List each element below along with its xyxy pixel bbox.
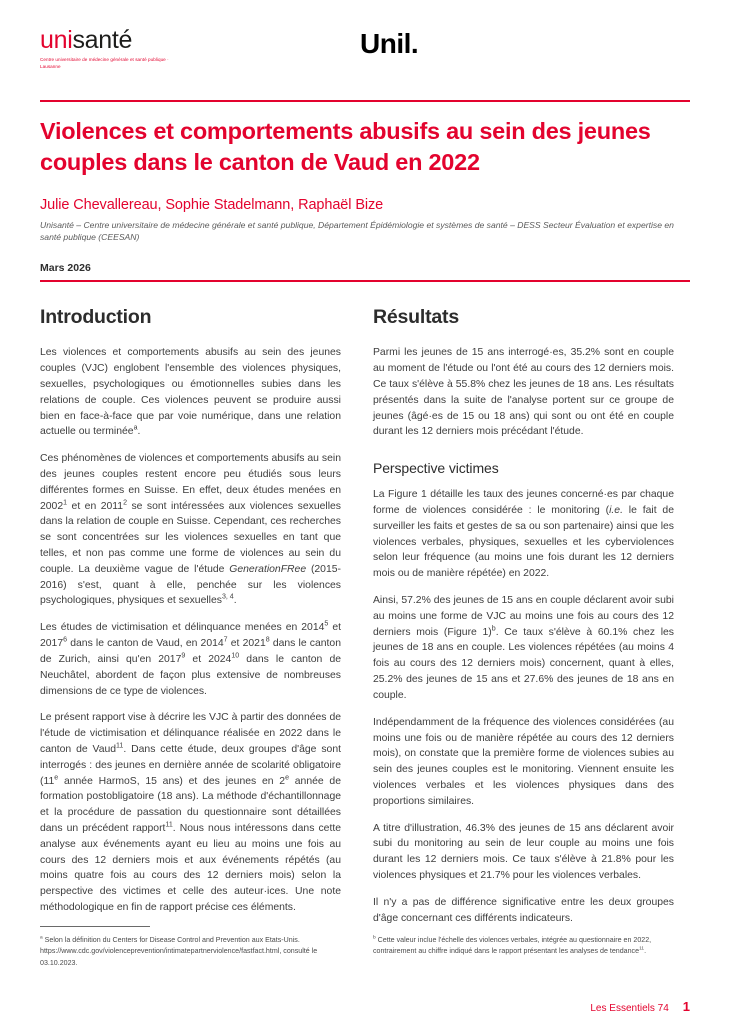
intro-p4-part-d: année de formation postobligatoire (18 ans). La méthode d'échantillonnage et la procédure de passation du questionnaire sont détaillées dans un précédent rapport	[40, 775, 341, 835]
study-name-generationfree: GenerationFRee	[229, 563, 307, 575]
subsection-title-perspective-victimes: Perspective victimes	[373, 460, 499, 477]
footnote-ref-b: b	[491, 625, 496, 633]
footnote-separator-right	[373, 926, 483, 927]
intro-p4-part-a: Le présent rapport vise à décrire les VJC à partir des données de l'étude de victimisation et délinquance réalisée en 2022 dans le canton de Vaud	[40, 712, 341, 755]
ref-11-first: 11	[116, 742, 124, 750]
intro-p4-part-b: . Dans cette étude, deux groupes d'âge sont interrogés : des jeunes en dernière année de scolarité obligatoire (11	[40, 743, 341, 787]
intro-p4-part-e: . Nous nous intéressons dans cette analyse aux événements ayant eu lieu au moins une fois au cours des 12 derniers mois et aux événements répétés (au moins quatre fois au cours des 12 derniers mois) selon la perspective des victimes et celle des auteur·ices. Une note méthodologique en fin de rapport précise ces éléments.	[40, 823, 341, 914]
unisante-wordmark	[40, 28, 330, 53]
results-paragraph-6: Il n'y a pas de différence significative entre les deux groupes d'âge concernant ces différents indicateurs.	[373, 896, 674, 924]
publication-date: Mars 2026	[40, 262, 91, 275]
intro-p2-part-d: (2015-2016) s'est, quant à elle, penchée sur les violences psychologiques, physiques et sexuelles	[40, 563, 341, 607]
results-paragraph-5: A titre d'illustration, 46.3% des jeunes de 15 ans déclarent avoir subi du monitoring au sein de leur couple au moins une fois durant les 12 derniers mois. Ce taux s'élève à 21.8% pour les violences physiques et 21.7% pour les violences verbales.	[373, 822, 674, 882]
ref-7: 7	[223, 636, 228, 644]
section-title-introduction: Introduction	[40, 306, 152, 329]
footnote-b-ref: 11	[639, 947, 645, 953]
section-title-resultats: Résultats	[373, 306, 459, 329]
intro-p3-part-d: et 2021	[227, 638, 266, 650]
ref-2: 2	[123, 499, 127, 507]
ref-3-4: 3, 4	[221, 594, 234, 601]
intro-paragraph-1: Les violences et comportements abusifs au sein des jeunes couples (VJC) englobent l'ensemble des violences physiques, sexuelles, psychologiques ou émotionnelles subies dans les relations de couple. Ces violences peuvent se produire aussi bien en face-à-face que par voie numérique, dans une relation actuelle ou terminée$^a$.	[40, 347, 341, 438]
results-paragraph-3	[373, 593, 674, 704]
unil-logo: Unil.	[360, 28, 419, 59]
footnote-b: $^b$ Cette valeur inclue l'échelle des violences verbales, intégrée au questionnaire en 2022, contrairement au chiffre indiqué dans le rapport présentant les analyses de tendance$^{11}$.	[373, 935, 652, 956]
footnote-a-text: Selon la définition du Centers for Disease Control and Prevention aux Etats-Unis. https://www.cdc.gov/violenceprevention/intimatepartnerviolence/fastfact.html, consulté le 03.10.2023.	[40, 936, 318, 967]
intro-p1-text: Les violences et comportements abusifs au sein des jeunes couples (VJC) englobent l'ensemble des violences physiques, sexuelles, psychologiques ou émotionnelles subies dans les relations de couple. Ces violences peuvent se produire aussi bien en face-à-face que par voie numérique, dans une relation actuelle ou terminée	[40, 347, 341, 438]
title-rule-bottom	[40, 280, 690, 282]
column-right	[373, 306, 674, 926]
results-p3-part-b: . Ce taux s'élève à 60.1% chez les jeunes de 18 ans en couple. Les violences répétées (au moins 4 fois au cours des 12 derniers mois) concernent, quant à elles, 25.2% des jeunes de 15 ans et 27.6% des jeunes de 18 ans en couple.	[373, 626, 674, 701]
intro-p3-part-c: dans le canton de Vaud, en 2014	[67, 638, 224, 650]
footer-page-number: 1	[682, 999, 690, 1014]
intro-p4-part-c: année HarmoS, 15 ans) et des jeunes en 2	[58, 775, 286, 787]
intro-p3-part-b: et 2017	[40, 622, 341, 650]
footnotes-area	[40, 926, 690, 969]
footnote-ref-a: a	[133, 424, 138, 432]
footer-series-label: Les Essentiels 74	[590, 1003, 669, 1014]
body-columns	[40, 306, 690, 926]
unisante-logo	[40, 28, 330, 71]
logo-bar	[40, 0, 690, 92]
ref-11-second: 11	[165, 821, 173, 829]
footnote-b-text: Cette valeur inclue l'échelle des violences verbales, intégrée au questionnaire en 2022, contrairement au chiffre indiqué dans le rapport présentant les analyses de tendance	[373, 936, 652, 956]
ref-1: 1	[63, 499, 68, 507]
footnote-b-marker: b	[373, 935, 376, 941]
intro-p2-part-c: se sont intéressées aux violences sexuelles dans la relation de couple en Suisse. Cependant, ces recherches se sont concentrées sur les violences sexuelles en tant que telles, et non pas comme une forme de violences au sein du couple. La deuxième vague de l'étude	[40, 500, 341, 575]
results-p3-part-a: Ainsi, 57.2% des jeunes de 15 ans en couple déclarent avoir subi au moins une forme de VJC au moins une fois au cours des 12 derniers mois (Figure 1)	[373, 595, 674, 638]
intro-p3-part-e: dans le canton de Zurich, ainsi qu'en 2017	[40, 638, 341, 665]
title-rule-top	[40, 100, 690, 102]
intro-p2-part-a: Ces phénomènes de violences et comportements abusifs au sein des jeunes couples restent encore peu étudiés sous leurs différentes formes en Suisse. En effet, deux études menées en 2002	[40, 453, 341, 512]
column-left	[40, 306, 341, 926]
unisante-tagline: Centre universitaire de médecine générale et santé publique · Lausanne	[40, 57, 169, 69]
ref-10: 10	[231, 652, 240, 660]
affiliation-line: Unisanté – Centre universitaire de médecine générale et santé publique, Département Épidémiologie et systèmes de santé – DESS Secteur Évaluation et expertise en santé publique (CEESAN)	[40, 219, 674, 243]
ref-8: 8	[265, 636, 270, 644]
unisante-wordmark-uni: uni	[40, 26, 73, 54]
intro-paragraph-4	[40, 710, 341, 916]
results-paragraph-1: Parmi les jeunes de 15 ans interrogé·es, 35.2% sont en couple au moment de l'étude ou l'ont été au cours des 12 derniers mois. Ce taux s'élève à 55.8% chez les jeunes de 18 ans. Les résultats présentés dans la suite de l'analyse portent sur ce groupe de jeunes (âgé·es de 15 ou 18 ans) qui sont ou ont été en couple durant les 12 derniers mois précédant l'étude.	[373, 347, 674, 438]
intro-p3-part-a: Les études de victimisation et délinquance menées en 2014	[40, 622, 325, 634]
results-p2-part-a: La Figure 1 détaille les taux des jeunes concerné·es par chaque forme de violences considérée : le monitoring (	[373, 489, 674, 516]
authors-line: Julie Chevallereau, Sophie Stadelmann, Raphaël Bize	[40, 196, 384, 213]
footnote-column-left	[40, 926, 341, 969]
intro-p3-part-g: dans le canton de Neuchâtel, abordent de façon plus extensive de nombreuses dimensions de ce type de violences.	[40, 653, 341, 697]
intro-p3-part-f: et 2024	[185, 653, 232, 665]
footnote-separator-left	[40, 926, 150, 927]
latin-abbrev-ie: i.e.	[609, 504, 623, 516]
ordinal-e-1: e	[54, 774, 59, 782]
ref-6: 6	[63, 636, 68, 644]
page-footer	[590, 999, 690, 1014]
intro-paragraph-2: Ces phénomènes de violences et comportements abusifs au sein des jeunes couples restent encore peu étudiés sous leurs différentes formes en Suisse. En effet, deux études menées en 2002$^1$ et en 2011$^2$ se sont intéressées aux violences sexuelles dans la relation de couple en Suisse. Cependant, ces recherches se sont concentrées sur les violences sexuelles en tant que telles, et non pas comme une forme de violences au sein du couple. La deuxième vague de l'étude GenerationFRee (2015-2016) s'est, quant à elle, penchée sur les violences psychologiques, physiques et sexuelles$^{3, 4}$.	[40, 453, 341, 607]
intro-p2-part-b: et en 2011	[67, 500, 124, 512]
page-title: Violences et comportements abusifs au sein des jeunes couples dans le canton de Vaud en 2022	[40, 118, 651, 176]
ordinal-e-2: e	[285, 774, 290, 782]
unisante-wordmark-sante: santé	[72, 26, 133, 54]
results-p2-part-b: le fait de surveiller les faits et gestes de sa ou son partenaire) ainsi que les violences verbales, physiques, sexuelles et les cyberviolences selon leur fréquence (au moins une fois durant les 12 derniers mois ou de manière répétée) en 2022.	[373, 504, 674, 580]
footnote-column-right	[373, 926, 674, 969]
ref-5: 5	[324, 620, 329, 628]
results-paragraph-2	[373, 487, 674, 582]
footnote-a	[40, 935, 341, 969]
ref-9: 9	[181, 652, 186, 660]
results-paragraph-4: Indépendamment de la fréquence des violences considérées (au moins une fois ou de manière répétée au cours des 12 derniers mois), on constate que la première forme de violences subies au sein des jeunes couples est le monitoring. Viennent ensuite les violences verbales et les violences physiques dans des proportions similaires.	[373, 716, 674, 807]
intro-paragraph-3	[40, 620, 341, 699]
footnote-a-marker: a	[40, 935, 43, 941]
